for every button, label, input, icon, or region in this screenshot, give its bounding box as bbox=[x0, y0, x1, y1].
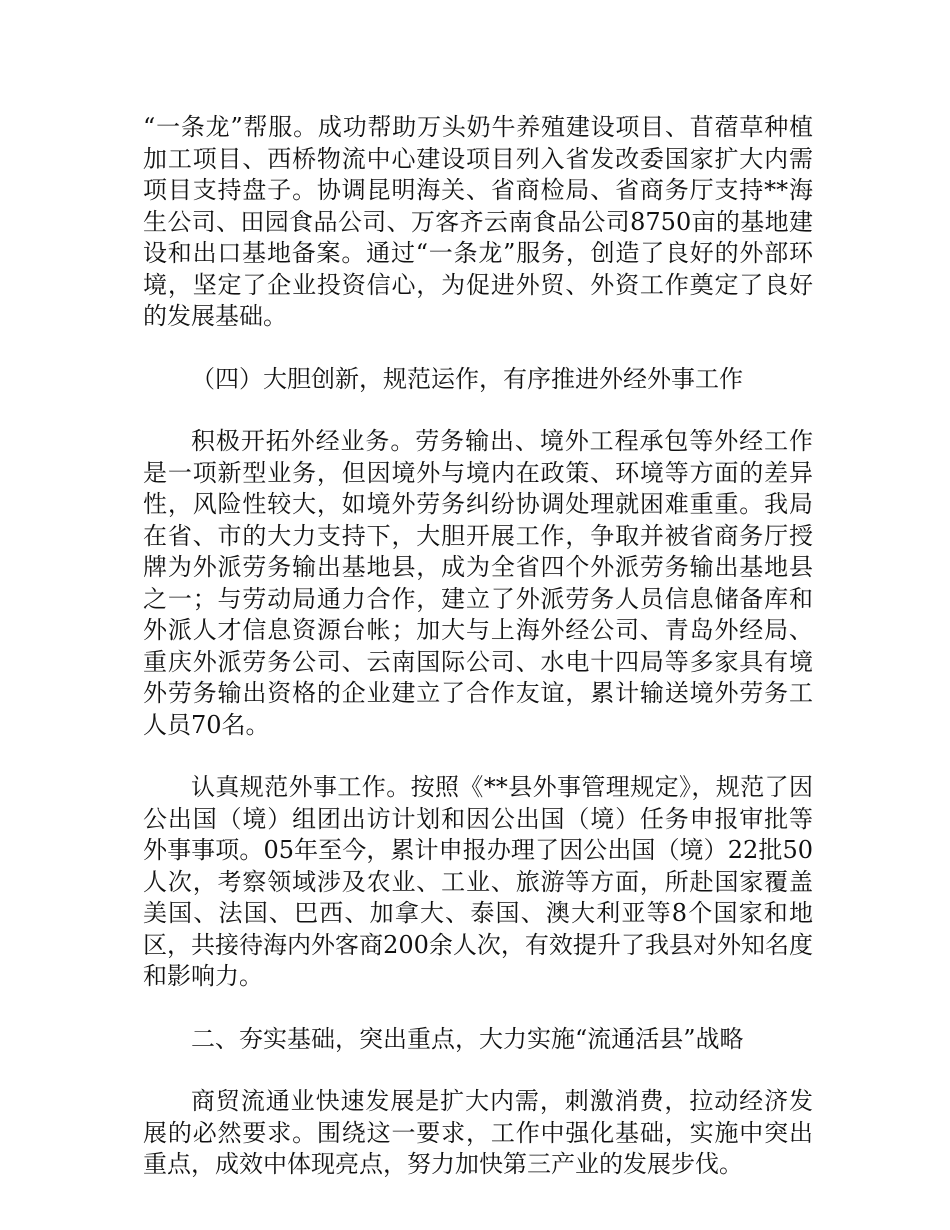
document-body bbox=[143, 112, 813, 1212]
paragraph-foreign-affairs-management: 认真规范外事工作。按照《**县外事管理规定》，规范了因公出国（境）组团出访计划和因公出国（境）任务申报审批等外事事项。05年至今，累计申报办理了因公出国（境）22批50人次，考察领域涉及农业、工业、旅游等方面，所赴国家覆盖美国、法国、巴西、加拿大、泰国、澳大利亚等8个国家和地区，共接待海内外客商200余人次，有效提升了我县对外知名度和影响力。 bbox=[143, 773, 813, 990]
section-heading-foreign-economic-affairs: （四）大胆创新，规范运作，有序推进外经外事工作 bbox=[191, 364, 743, 393]
paragraph-foreign-labor-export: 积极开拓外经业务。劳务输出、境外工程承包等外经工作是一项新型业务，但因境外与境内在政策、环境等方面的差异性，风险性较大，如境外劳务纠纷协调处理就困难重重。我局在省、市的大力支持下，大胆开展工作，争取并被省商务厅授牌为外派劳务输出基地县，成为全省四个外派劳务输出基地县之一；与劳动局通力合作，建立了外派劳务人员信息储备库和外派人才信息资源台帐；加大与上海外经公司、青岛外经局、重庆外派劳务公司、云南国际公司、水电十四局等多家具有境外劳务输出资格的企业建立了合作友谊，累计输送境外劳务工人员70名。 bbox=[143, 427, 813, 739]
paragraph-foreign-trade-service: “一条龙”帮服。成功帮助万头奶牛养殖建设项目、苜蓿草种植加工项目、西桥物流中心建设项目列入省发改委国家扩大内需项目支持盘子。协调昆明海关、省商检局、省商务厅支持**海生公司、田园食品公司、万客齐云南食品公司8750亩的基地建设和出口基地备案。通过“一条龙”服务，创造了良好的外部环境，坚定了企业投资信心，为促进外贸、外资工作奠定了良好的发展基础。 bbox=[143, 113, 813, 330]
section-heading-circulation-strategy: 二、夯实基础，突出重点，大力实施“流通活县”战略 bbox=[191, 1024, 744, 1053]
paragraph-commerce-circulation: 商贸流通业快速发展是扩大内需，刺激消费，拉动经济发展的必然要求。围绕这一要求，工作中强化基础，实施中突出重点，成效中体现亮点，努力加快第三产业的发展步伐。 bbox=[143, 1087, 813, 1178]
